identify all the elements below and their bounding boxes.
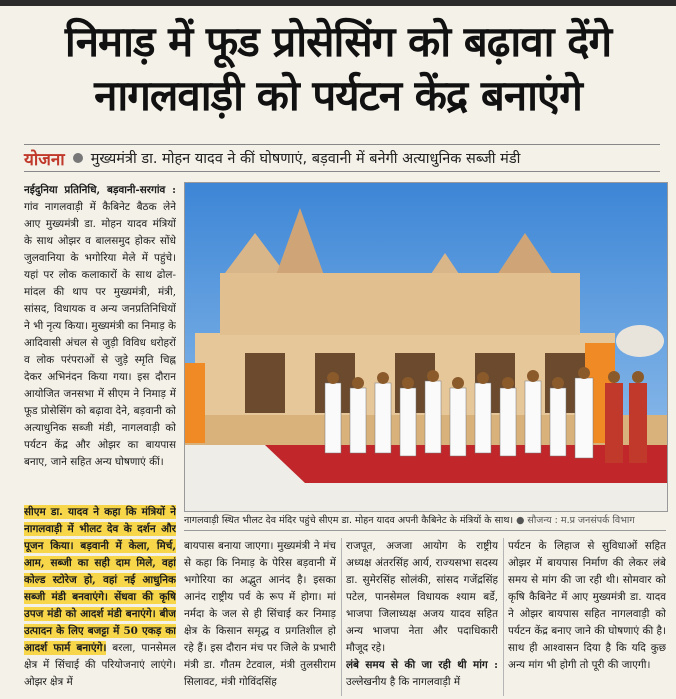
highlight-column xyxy=(24,504,176,696)
body-column-2: बायपास बनाया जाएगा। मुख्यमंत्री ने मंच से कहा कि निमाड़ के पेरिस बड़वानी में भगोरिया का अद्भुत आनंद है। इसका आनंद राष्ट्रीय पर्व के रूप में होगा। मां नर्मदा के जल से ही सिंचाई कर निमाड़ क्षेत्र के किसान समृद्ध व प्रगतिशील हो रहे हैं। इस दौरान मंच पर जिले के प्रभारी मंत्री डा. गौतम टेटवाल, मंत्री तुलसीराम सिलावट, मंत्री गोविंदसिंह xyxy=(184,540,336,688)
highlighted-text: सीएम डा. यादव ने कहा कि मंत्रियों ने नागलवाड़ी में भीलट देव के दर्शन और पूजन किया। बड़वानी में केला, मिर्च, आम, सब्जी का सही दाम मिले, वहां कोल्ड स्टोरेज हो, वहां नई आधुनिक सब्जी मंडी बनवाएंगे। सेंधवा की कृषि उपज मंडी को आदर्श मंडी बनाएंगे। बीज उत्पादन के लिए बजट्टा में 50 एकड़ का आदर्श फार्म बनाएंगे। xyxy=(24,506,176,654)
col3-body: राजपूत, अजजा आयोग के राष्ट्रीय अध्यक्ष अंतरसिंह आर्य, राज्यसभा सदस्य डा. सुमेरसिंह सोलंकी, सांसद गजेंद्रसिंह पटेल, पानसेमल विधायक श्याम बर्डे, भाजपा जिलाध्यक्ष अजय यादव सहित अन्य भाजपा नेता और पदाधिकारी मौजूद रहे। xyxy=(346,540,498,654)
temple-photo-illustration xyxy=(185,183,667,511)
headline-line-1: निमाड़ में फूड प्रोसेसिंग को बढ़ावा देंगे xyxy=(64,17,612,66)
col3-subhead: लंबे समय से की जा रही थी मांग : xyxy=(346,659,498,671)
col3-tail: उल्लेखनीय है कि नागलवाड़ी में xyxy=(346,676,461,688)
bullet-icon xyxy=(73,153,83,163)
highlight-tail: बरला, पानसेमल क्षेत्र में सिंचाई की परियोजनाएं लाएंगे। ओझर क्षेत्र में xyxy=(24,642,176,688)
dateline: नईदुनिया प्रतिनिधि, बड़वानी-सरगांव : xyxy=(24,184,176,196)
column-divider xyxy=(503,538,504,696)
kicker-label: योजना xyxy=(24,149,65,170)
body-column-4: पर्यटन के लिहाज से सुविधाओं सहित ओझर में बायपास निर्माण की लेकर लंबे समय से मांग की जा रही थी। सोमवार को कृषि कैबिनेट में आए मुख्यमंत्री डा. यादव ने ओझर बायपास सहित नागलवाड़ी को पर्यटन केंद्र बनाए जाने की घोषणाएं की है। साथ ही आश्वासन दिया है कि यदि कुछ अन्य मांग भी होगी तो पूरी की जाएगी। xyxy=(508,540,666,671)
lead-column xyxy=(24,182,176,504)
kicker-text: मुख्यमंत्री डा. मोहन यादव ने कीं घोषणाएं, बड़वानी में बनेगी अत्याधुनिक सब्जी मंडी xyxy=(90,151,521,167)
caption-text: नागलवाड़ी स्थित भीलट देव मंदिर पहुंचे सीएम डा. मोहन यादव अपनी कैबिनेट के मंत्रियों के साथ। xyxy=(184,515,514,526)
temple-photo xyxy=(184,182,668,512)
headline-line-2: नागलवाड़ी को पर्यटन केंद्र बनाएंगे xyxy=(94,71,582,120)
top-rule xyxy=(0,0,676,6)
kicker-bar xyxy=(24,144,660,172)
column-divider xyxy=(341,538,342,696)
caption-credit: ● सौजन्य : म.प्र जनसंपर्क विभाग xyxy=(516,515,635,526)
lead-body: गांव नागलवाड़ी में कैबिनेट बैठक लेने आए मुख्यमंत्री डा. मोहन यादव मंत्रियों के साथ ओझर व बालसमुद होकर सोंधे जुलवानिया के भगोरिया मेले में पहुंचे। यहां पर लोक कलाकारों के साथ ढोल-मांदल की थाप पर मुख्यमंत्री, मंत्री, सांसद, विधायक व अन्य जनप्रतिनिधियों ने भी नृत्य किया। मुख्यमंत्री का निमाड़ के आदिवासी अंचल से जुड़ी विविध धरोहरों व लोक परंपराओं से जुड़े स्मृति चिह्न देकर अभिनंदन किया गया। इस दौरान आयोजित जनसभा में सीएम ने निमाड़ में फूड प्रोसेसिंग को बढ़ावा देने, बड़वानी को अत्याधुनिक सब्जी मंडी, नागलवाड़ी को पर्यटन केंद्र और ओझर का बायपास बनाए, जाने सहित अन्य घोषणाएं कीं। xyxy=(24,201,176,468)
photo-caption xyxy=(184,512,666,531)
body-column-3 xyxy=(346,538,498,699)
